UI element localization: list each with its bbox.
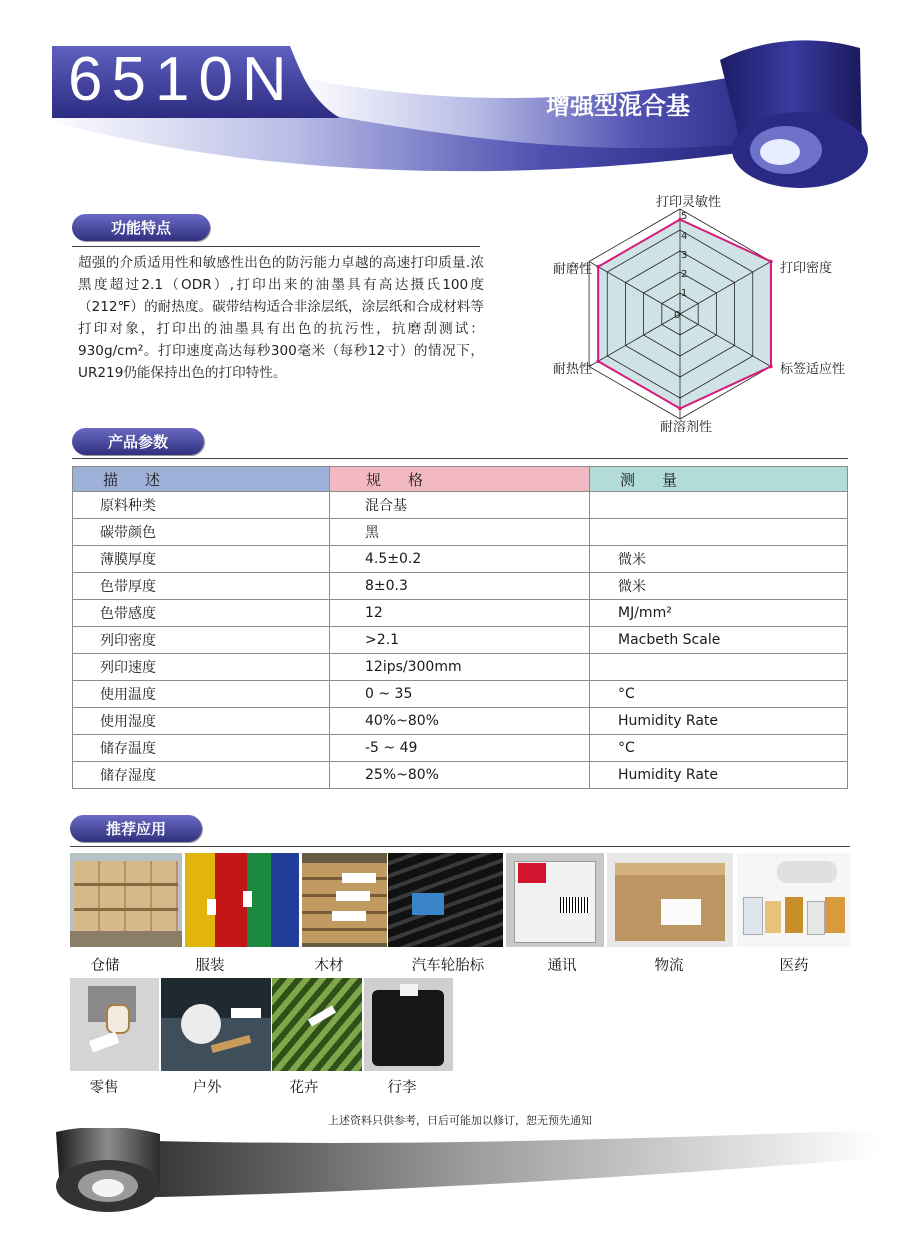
applications-divider [70,846,850,847]
radar-tick-1: 1 [681,288,688,299]
params-heading: 产品参数 [72,428,204,455]
film-thickness-description: 薄膜厚度 [73,546,330,573]
radar-tick-3: 3 [681,250,688,261]
table-row [73,762,848,789]
app-label-apparel: 服装 [195,958,225,974]
film-thickness-spec: 4.5±0.2 [330,546,590,573]
storage-temperature-spec: -5 ~ 49 [330,735,590,762]
radar-label-print-sensitivity: 打印灵敏性 [656,195,722,210]
app-label-luggage: 行李 [387,1080,417,1096]
radar-tick-2: 2 [681,269,688,280]
table-row [73,735,848,762]
operating-humidity-unit: Humidity Rate [590,708,848,735]
operating-humidity-spec: 40%~80% [330,708,590,735]
table-row [73,681,848,708]
app-label-retail: 零售 [89,1080,119,1096]
app-label-tire: 汽车轮胎标 [411,958,485,974]
storage-temperature-unit: °C [590,735,848,762]
model-number: 6510N [68,45,296,114]
radar-point-3 [678,407,682,411]
app-label-telecom: 通讯 [547,958,577,974]
photo-warehouse [70,853,182,947]
table-row [73,627,848,654]
print-speed-description: 列印速度 [73,654,330,681]
photo-logistics [607,853,733,947]
product-subtitle: 增强型混合基 [546,92,690,120]
table-row [73,654,848,681]
app-label-pharma: 医药 [779,958,809,974]
photo-pharma [737,853,850,947]
app-label-warehouse: 仓储 [90,958,120,974]
app-label-flowers: 花卉 [289,1080,319,1096]
table-row [73,519,848,546]
storage-temperature-description: 储存温度 [73,735,330,762]
radar-tick-5: 5 [681,211,688,222]
ribbon-color-description: 碳带颜色 [73,519,330,546]
photo-apparel [185,853,299,947]
ribbon-color-unit [590,519,848,546]
spec-table [72,466,848,789]
film-thickness-unit: 微米 [590,546,848,573]
app-label-lumber: 木材 [314,958,344,974]
spec-table-header [73,467,848,492]
table-row [73,546,848,573]
radar-label-abrasion-resistance: 耐磨性 [553,262,593,277]
radar-label-heat-resistance: 耐热性 [553,362,593,377]
radar-label-solvent-resistance: 耐溶剂性 [660,420,713,435]
app-label-logistics: 物流 [654,958,684,974]
material-type-description: 原料种类 [73,492,330,519]
material-type-spec: 混合基 [330,492,590,519]
applications-heading: 推荐应用 [70,815,202,842]
ribbon-sensitivity-description: 色带感度 [73,600,330,627]
radar-tick-4: 4 [681,231,688,242]
print-speed-unit [590,654,848,681]
storage-humidity-unit: Humidity Rate [590,762,848,789]
radar-point-2 [769,365,773,369]
photo-telecom [506,853,604,947]
radar-point-4 [596,359,600,363]
features-heading: 功能特点 [72,214,210,241]
radar-label-print-density: 打印密度 [780,261,833,276]
table-row [73,600,848,627]
photo-flowers [272,978,362,1071]
photo-luggage [364,978,453,1071]
ribbon-sensitivity-unit: MJ/mm² [590,600,848,627]
print-density-description: 列印密度 [73,627,330,654]
radar-point-1 [769,260,773,264]
features-divider [72,246,480,247]
photo-retail [70,978,159,1071]
operating-temperature-unit: °C [590,681,848,708]
operating-humidity-description: 使用湿度 [73,708,330,735]
table-row [73,573,848,600]
performance-radar-chart [540,190,880,440]
photo-outdoor [161,978,271,1071]
footer-banner [0,1128,920,1218]
photo-lumber [302,853,387,947]
ribbon-thickness-spec: 8±0.3 [330,573,590,600]
ribbon-sensitivity-spec: 12 [330,600,590,627]
operating-temperature-description: 使用温度 [73,681,330,708]
features-description: 超强的介质适用性和敏感性出色的防污能力卓越的高速打印质量.浓黑度超过2.1（ODR）,打印出来的油墨具有高达摄氏100度（212℉）的耐热度。碳带结构适合非涂层纸，涂层纸和合成材料等打印对象，打印出的油墨具有出色的抗污性，抗磨刮测试：930g/cm²。打印速度高达每秒300毫米（每秒12寸）的情况下，UR219仍能保持出色的打印特性。 [78,255,484,381]
print-density-unit: Macbeth Scale [590,627,848,654]
ribbon-color-spec: 黑 [330,519,590,546]
table-row [73,708,848,735]
col-measurement: 测 量 [590,467,848,492]
print-density-spec: >2.1 [330,627,590,654]
photo-tire [388,853,503,947]
radar-point-5 [596,265,600,269]
material-type-unit [590,492,848,519]
app-label-outdoor: 户外 [192,1080,222,1096]
ribbon-thickness-description: 色带厚度 [73,573,330,600]
print-speed-spec: 12ips/300mm [330,654,590,681]
disclaimer: 上述资料只供参考，日后可能加以修订，恕无预先通知 [328,1114,592,1127]
col-description: 描 述 [73,467,330,492]
radar-label-label-adaptability: 标签适应性 [780,362,846,377]
radar-series-area [598,220,771,409]
ribbon-thickness-unit: 微米 [590,573,848,600]
radar-tick-0: 0 [674,310,681,321]
operating-temperature-spec: 0 ~ 35 [330,681,590,708]
table-row [73,492,848,519]
storage-humidity-spec: 25%~80% [330,762,590,789]
params-divider [72,458,848,459]
storage-humidity-description: 储存湿度 [73,762,330,789]
col-specification: 规 格 [330,467,590,492]
